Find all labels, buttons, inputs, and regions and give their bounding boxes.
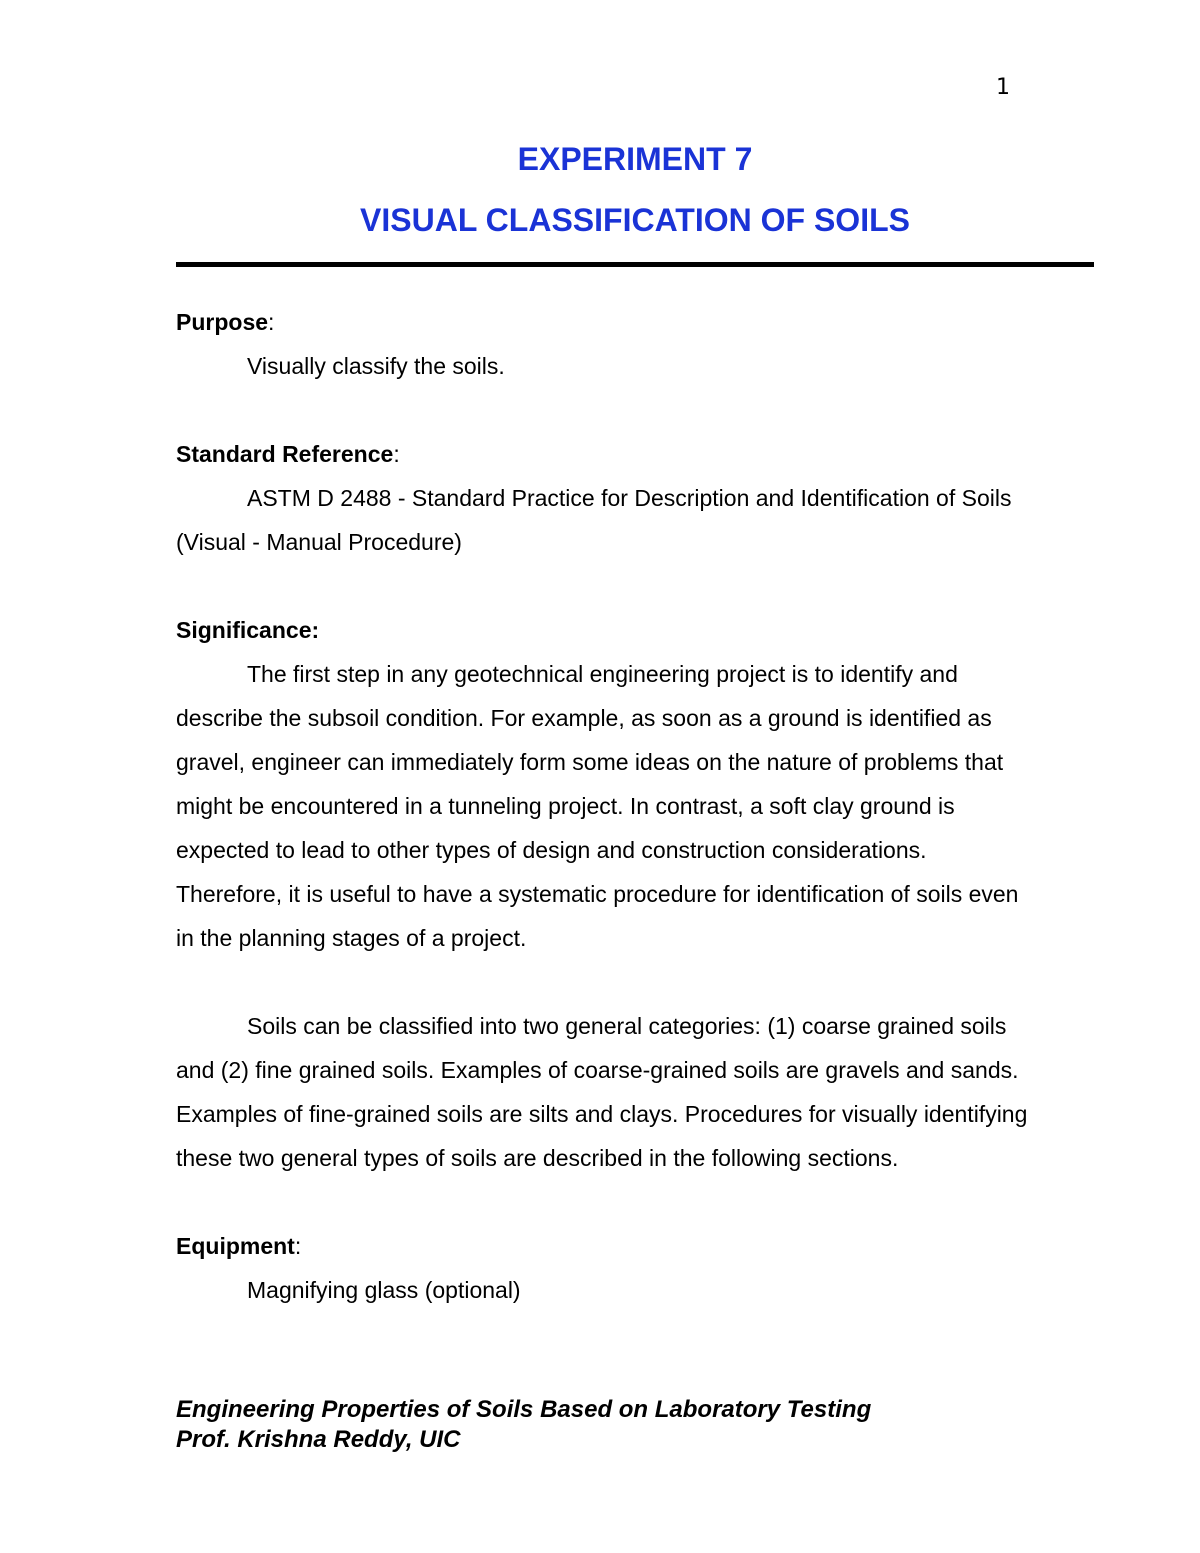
spacer [176,960,1036,1004]
page-footer [176,1395,1076,1455]
equipment-text: Magnifying glass (optional) [247,1277,521,1303]
standard-reference-heading-colon: : [393,441,400,467]
spacer [176,388,1036,432]
footer-course-title: Engineering Properties of Soils Based on Laboratory Testing [176,1396,872,1423]
purpose-heading-label: Purpose [176,309,269,335]
equipment-heading [176,1224,1036,1268]
standard-reference-text: ASTM D 2488 - Standard Practice for Description and Identification of Soils (Visual - Manual Procedure) [176,485,1012,555]
footer-author: Prof. Krishna Reddy, UIC [176,1426,461,1453]
significance-heading-label: Significance: [176,617,320,643]
purpose-text: Visually classify the soils. [247,353,505,379]
purpose-heading [176,300,1036,344]
standard-reference-heading [176,432,1036,476]
significance-paragraph-2: Soils can be classified into two general categories: (1) coarse grained soils and (2) fine grained soils. Examples of coarse-grained soils are gravels and sands. Examples of fine-grained soils are silts and clays. Procedures for visually identifying these two general types of soils are described in the following sections. [176,1013,1028,1171]
document-body [176,300,1036,1312]
spacer [176,1180,1036,1224]
horizontal-rule [176,262,1094,267]
experiment-subtitle: VISUAL CLASSIFICATION OF SOILS [360,202,910,238]
page-number: 1 [996,75,1010,100]
equipment-heading-label: Equipment [176,1233,295,1259]
significance-heading [176,608,1036,652]
significance-paragraph-1: The first step in any geotechnical engineering project is to identify and describe the subsoil condition. For example, as soon as a ground is identified as gravel, engineer can immediately form some ideas on the nature of problems that might be encountered in a tunneling project. In contrast, a soft clay ground is expected to lead to other types of design and construction considerations. Therefore, it is useful to have a systematic procedure for identification of soils even in the planning stages of a project. [176,661,1019,951]
purpose-heading-colon: : [268,309,275,335]
experiment-title: EXPERIMENT 7 [517,141,753,177]
standard-reference-heading-label: Standard Reference [176,441,394,467]
spacer [176,564,1036,608]
equipment-heading-colon: : [294,1233,302,1259]
